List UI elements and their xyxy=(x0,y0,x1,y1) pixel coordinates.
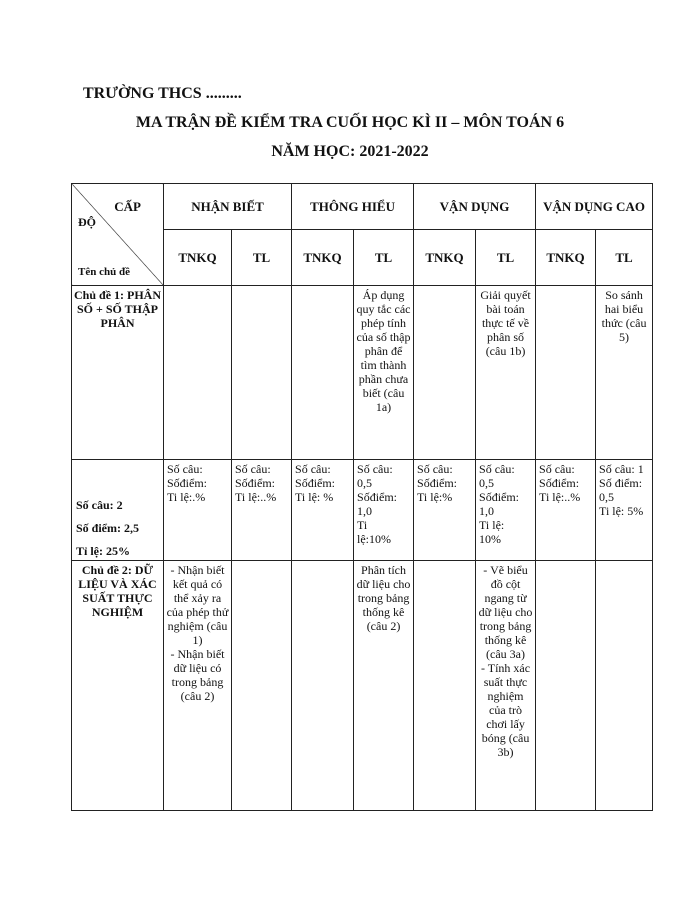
test-matrix-table xyxy=(71,183,653,811)
corner-level-label: CẤP xyxy=(114,199,141,214)
document-title: MA TRẬN ĐỀ KIỂM TRA CUỐI HỌC KÌ II – MÔN TOÁN 6 xyxy=(135,114,565,131)
topic-1-cell: So sánh hai biểu thức (câu 5) xyxy=(596,286,653,460)
topic-1-cell xyxy=(164,286,232,460)
subcol-header: TL xyxy=(232,230,292,286)
topic-2-cell xyxy=(536,561,596,811)
score-cell: Số câu: Sốđiểm: Ti lệ:..% xyxy=(232,460,292,561)
topic-1-name: Chủ đề 1: PHÂN SỐ + SỐ THẬP PHÂN xyxy=(72,286,164,460)
score-cell: Số câu: Sốđiểm: Ti lệ: % xyxy=(292,460,354,561)
score-cell: Số câu: Sốđiểm: Ti lệ:..% xyxy=(536,460,596,561)
subcol-header: TL xyxy=(354,230,414,286)
subcol-header: TL xyxy=(476,230,536,286)
topic-1-ratio: Tỉ lệ: 25% xyxy=(76,544,130,558)
score-cell: Số câu: 1 Số điểm: 0,5 Ti lệ: 5% xyxy=(596,460,653,561)
topic-1-cell: Áp dụng quy tắc các phép tính của số thập phân để tìm thành phần chưa biết (câu 1a) xyxy=(354,286,414,460)
topic-2-cell xyxy=(232,561,292,811)
subcol-header: TNKQ xyxy=(414,230,476,286)
subcol-header: TL xyxy=(596,230,653,286)
topic-2-cell: - Nhận biết kết quả có thể xảy ra của phép thử nghiệm (câu 1) - Nhận biết dữ liệu có trong bảng (câu 2) xyxy=(164,561,232,811)
corner-topic-label: Tên chủ đề xyxy=(78,266,130,278)
school-year: NĂM HỌC: 2021-2022 xyxy=(271,143,429,160)
subcol-header: TNKQ xyxy=(292,230,354,286)
topic-1-cell xyxy=(232,286,292,460)
topic-1-cell xyxy=(292,286,354,460)
score-cell: Số câu: Sốđiểm: Ti lệ:% xyxy=(414,460,476,561)
subcol-header: TNKQ xyxy=(536,230,596,286)
topic-1-cell xyxy=(414,286,476,460)
level-header-apply-high: VẬN DỤNG CAO xyxy=(536,184,653,230)
level-header-recognize: NHẬN BIẾT xyxy=(164,184,292,230)
topic-2-cell xyxy=(292,561,354,811)
topic-2-cell xyxy=(596,561,653,811)
topic-1-stats xyxy=(72,460,164,561)
score-cell: Số câu: 0,5 Sốđiểm: 1,0 Ti lệ: 10% xyxy=(476,460,536,561)
school-name: TRƯỜNG THCS ......... xyxy=(83,85,242,102)
subcol-header: TNKQ xyxy=(164,230,232,286)
level-header-understand: THÔNG HIỂU xyxy=(292,184,414,230)
topic-2-cell xyxy=(414,561,476,811)
topic-1-cell: Giải quyết bài toán thực tế về phân số (câu 1b) xyxy=(476,286,536,460)
topic-2-name: Chủ đề 2: DỮ LIỆU VÀ XÁC SUẤT THỰC NGHIỆM xyxy=(72,561,164,811)
score-cell: Số câu: 0,5 Sốđiểm: 1,0 Ti lệ:10% xyxy=(354,460,414,561)
corner-header-cell xyxy=(72,184,164,286)
topic-1-cell xyxy=(536,286,596,460)
topic-1-question-count: Số câu: 2 xyxy=(76,498,123,512)
score-cell: Số câu: Sốđiểm: Ti lệ:.% xyxy=(164,460,232,561)
level-header-apply: VẬN DỤNG xyxy=(414,184,536,230)
topic-2-cell: Phân tích dữ liệu cho trong bảng thống kê (câu 2) xyxy=(354,561,414,811)
topic-1-score: Số điểm: 2,5 xyxy=(76,521,139,535)
corner-level-label-2: ĐỘ xyxy=(78,215,96,229)
topic-2-cell: - Vẽ biểu đồ cột ngang từ dữ liệu cho trong bảng thống kê (câu 3a) - Tính xác suất thực nghiệm của trò chơi lấy bóng (câu 3b) xyxy=(476,561,536,811)
